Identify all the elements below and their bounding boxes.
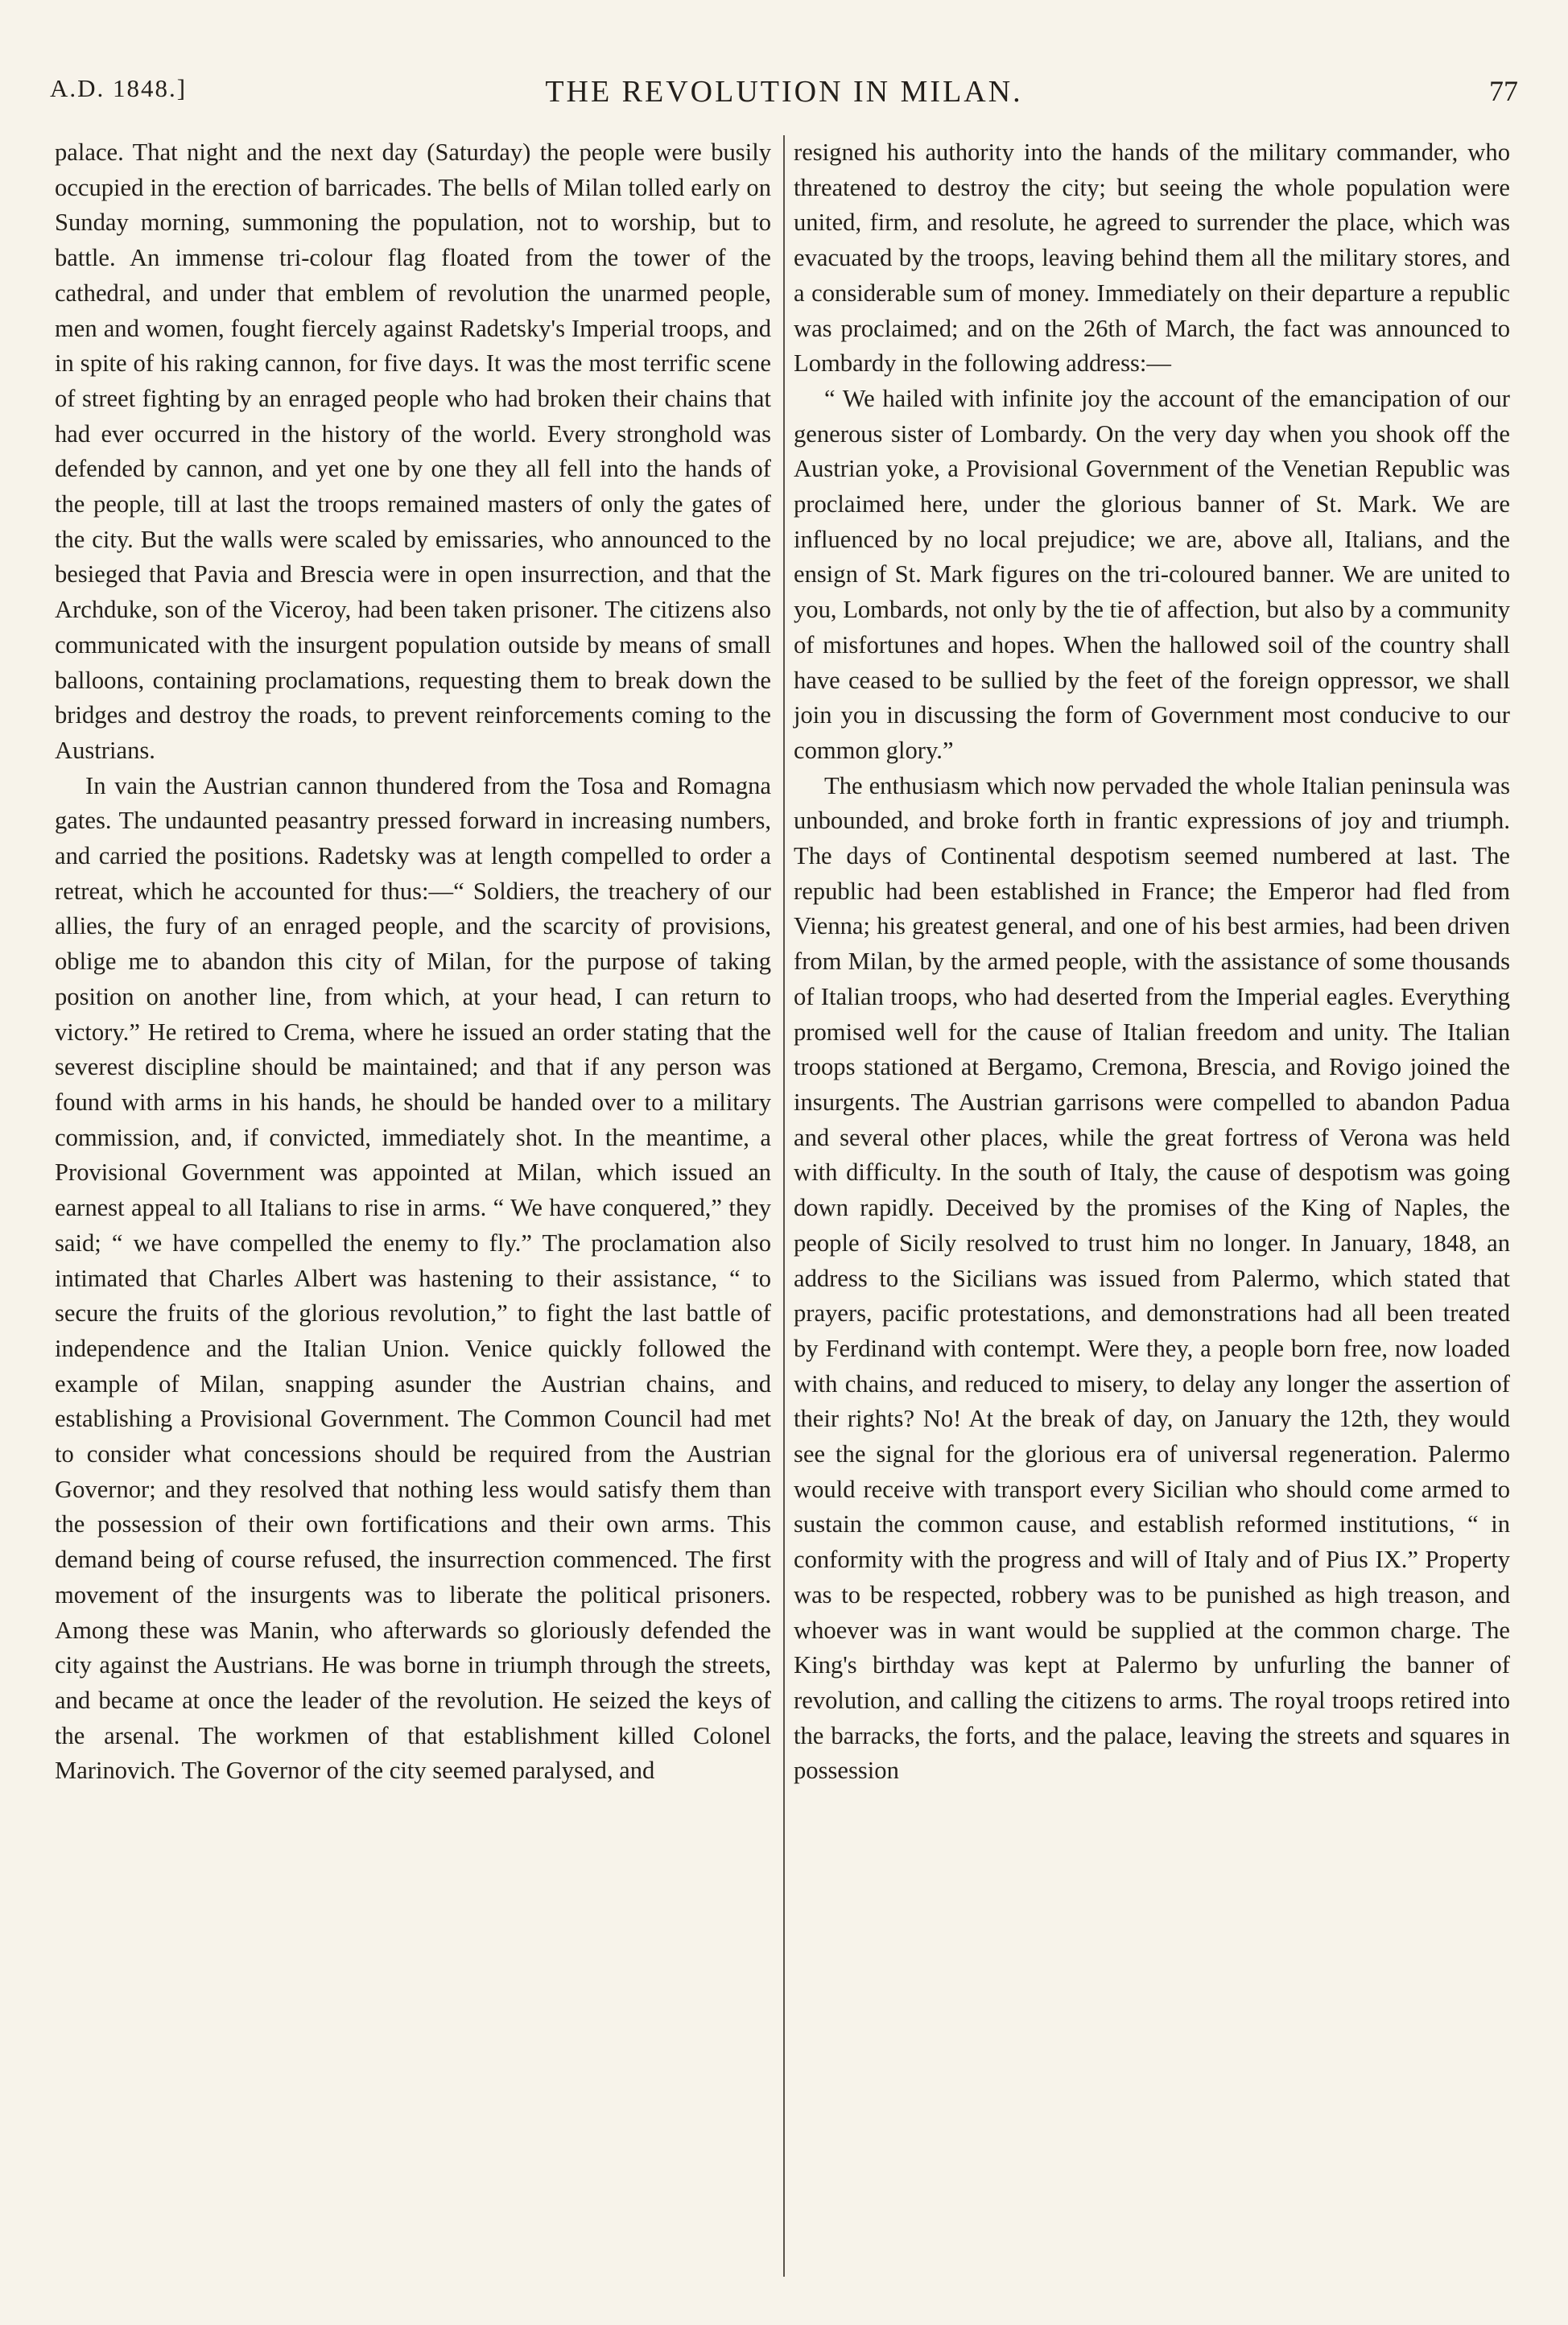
header-title: THE REVOLUTION IN MILAN. bbox=[545, 75, 1023, 109]
paragraph: “ We hailed with infinite joy the account of the emancipation of our generous sister of Lombardy. On the very day when you shook off the Austrian yoke, a Provisional Government of the Venetian Republic was proclaimed here, under the glorious banner of St. Mark. We are influenced by no local prejudice; we are, above all, Italians, and the ensign of St. Mark figures on the tri-coloured banner. We are united to you, Lombards, not only by the tie of affection, but also by a community of misfortunes and hopes. When the hallowed soil of the country shall have ceased to be sullied by the feet of the foreign oppressor, we shall join you in discussing the form of Government most conducive to our common glory.” bbox=[794, 384, 1510, 764]
left-column bbox=[55, 135, 771, 1789]
column-divider bbox=[783, 135, 785, 2277]
paragraph: resigned his authority into the hands of the military commander, who threatened to destroy the city; but seeing the whole population were united, firm, and resolute, he agreed to surrender the place, which was evacuated by the troops, leaving behind them all the military stores, and a considerable sum of money. Immediately on their departure a republic was proclaimed; and on the 26th of March, the fact was announced to Lombardy in the following address:— bbox=[794, 138, 1510, 378]
right-column bbox=[794, 135, 1510, 1789]
paragraph: The enthusiasm which now pervaded the whole Italian peninsula was unbounded, and broke forth in frantic expressions of joy and triumph. The days of Continental despotism seemed numbered at last. The republic had been established in France; the Emperor had fled from Vienna; his greatest general, and one of his best armies, had been driven from Milan, by the armed people, with the assistance of some thousands of Italian troops, who had deserted from the Imperial eagles. Everything promised well for the cause of Italian freedom and unity. The Italian troops stationed at Bergamo, Cremona, Brescia, and Rovigo joined the insurgents. The Austrian garrisons were compelled to abandon Padua and several other places, while the great fortress of Verona was held with difficulty. In the south of Italy, the cause of despotism was going down rapidly. Deceived by the promises of the King of Naples, the people of Sicily resolved to trust him no longer. In January, 1848, an address to the Sicilians was issued from Palermo, which stated that prayers, pacific protestations, and demonstrations had all been treated by Ferdinand with contempt. Were they, a people born free, now loaded with chains, and reduced to misery, to delay any longer the assertion of their rights? No! At the break of day, on January the 12th, they would see the signal for the glorious era of universal regeneration. Palermo would receive with transport every Sicilian who should come armed to sustain the common cause, and establish reformed institutions, “ in conformity with the progress and will of Italy and of Pius IX.” Property was to be respected, robbery was to be punished as high treason, and whoever was in want would be supplied at the common charge. The King's birthday was kept at Palermo by unfurling the banner of revolution, and calling the citizens to arms. The royal troops retired into the barracks, the forts, and the palace, leaving the streets and squares in possession bbox=[794, 771, 1510, 1785]
paragraph: In vain the Austrian cannon thundered from the Tosa and Romagna gates. The undaunted peasantry pressed forward in increasing numbers, and carried the positions. Radetsky was at length compelled to order a retreat, which he accounted for thus:—“ Soldiers, the treachery of our allies, the fury of an enraged people, and the scarcity of provisions, oblige me to abandon this city of Milan, for the purpose of taking position on another line, from which, at your head, I can return to victory.” He retired to Crema, where he issued an order stating that the severest discipline should be maintained; and that if any person was found with arms in his hands, he should be handed over to a military commission, and, if convicted, immediately shot. In the meantime, a Provisional Government was appointed at Milan, which issued an earnest appeal to all Italians to rise in arms. “ We have conquered,” they said; “ we have compelled the enemy to fly.” The proclamation also intimated that Charles Albert was hastening to their assistance, “ to secure the fruits of the glorious revolution,” to fight the last battle of independence and the Italian Union. Venice quickly followed the example of Milan, snapping asunder the Austrian chains, and establishing a Provisional Government. The Common Council had met to consider what concessions should be required from the Austrian Governor; and they resolved that nothing less would satisfy them than the possession of their own fortifications and their own arms. This demand being of course refused, the insurrection commenced. The first movement of the insurgents was to liberate the political prisoners. Among these was Manin, who afterwards so gloriously defended the city against the Austrians. He was borne in triumph through the streets, and became at once the leader of the revolution. He seized the keys of the arsenal. The workmen of that establishment killed Colonel Marinovich. The Governor of the city seemed paralysed, and bbox=[55, 771, 771, 1785]
running-head bbox=[50, 74, 1518, 114]
paragraph: palace. That night and the next day (Saturday) the people were busily occupied in the erection of barricades. The bells of Milan tolled early on Sunday morning, summoning the population, not to worship, but to battle. An immense tri-colour flag floated from the tower of the cathedral, and under that emblem of revolution the unarmed people, men and women, fought fiercely against Radetsky's Imperial troops, and in spite of his raking cannon, for five days. It was the most terrific scene of street fighting by an enraged people who had broken their chains that had ever occurred in the history of the world. Every stronghold was defended by cannon, and yet one by one they all fell into the hands of the people, till at last the troops remained masters of only the gates of the city. But the walls were scaled by emissaries, who announced to the besieged that Pavia and Brescia were in open insurrection, and that the Archduke, son of the Viceroy, had been taken prisoner. The citizens also communicated with the insurgent population outside by means of small balloons, containing proclamations, requesting them to break down the bridges and destroy the roads, to prevent reinforcements coming to the Austrians. bbox=[55, 138, 771, 764]
page-number: 77 bbox=[1489, 75, 1518, 107]
header-date: A.D. 1848.] bbox=[50, 74, 188, 102]
